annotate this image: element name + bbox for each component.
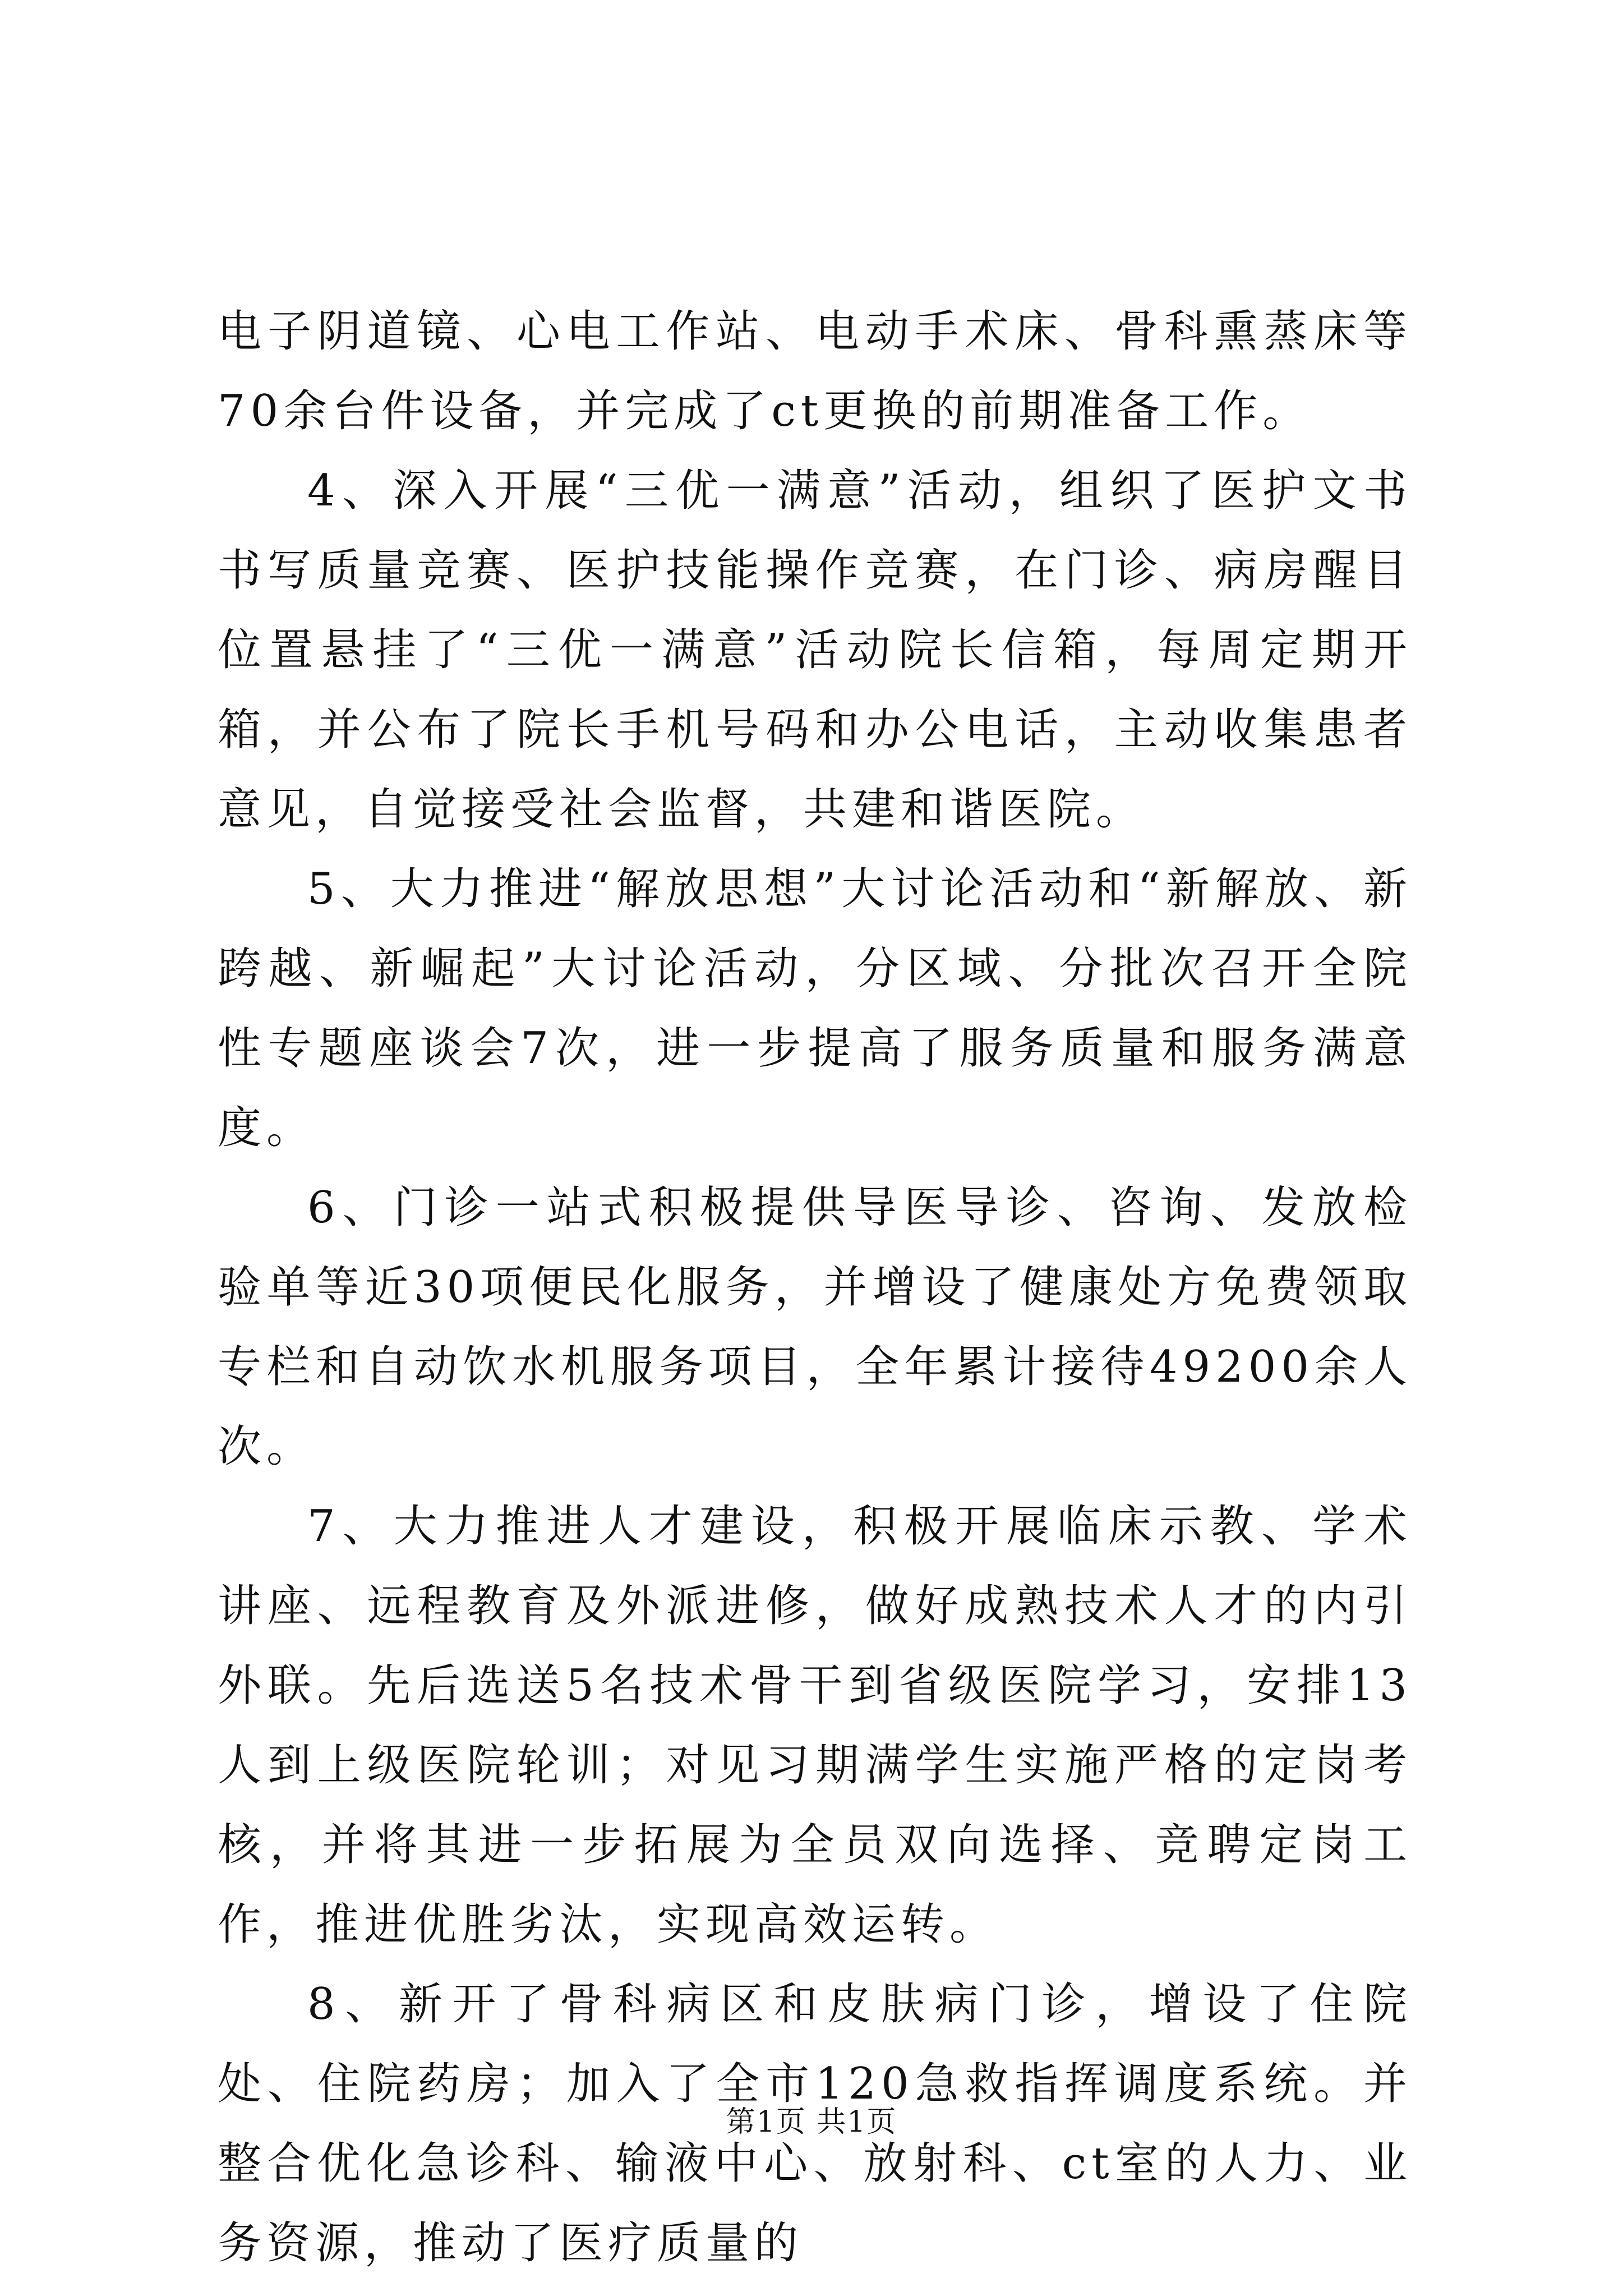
paragraph-item-8: 8、新开了骨科病区和皮肤病门诊，增设了住院处、住院药房；加入了全市120急救指挥调度系统。并整合优化急诊科、输液中心、放射科、ct室的人力、业务资源，推动了医疗质量的 — [218, 1979, 1412, 2269]
paragraph-equipment-continuation: 电子阴道镜、心电工作站、电动手术床、骨科熏蒸床等70余台件设备，并完成了ct更换的前期准备工作。 — [218, 306, 1412, 436]
document-body — [218, 292, 1412, 2283]
paragraph-item-6: 6、门诊一站式积极提供导医导诊、咨询、发放检验单等近30项便民化服务，并增设了健康处方免费领取专栏和自动饮水机服务项目，全年累计接待49200余人次。 — [218, 1182, 1412, 1472]
paragraph-item-7: 7、大力推进人才建设，积极开展临床示教、学术讲座、远程教育及外派进修，做好成熟技术人才的内引外联。先后选送5名技术骨干到省级医院学习，安排13人到上级医院轮训；对见习期满学生实施严格的定岗考核，并将其进一步拓展为全员双向选择、竞聘定岗工作，推进优胜劣汰，实现高效运转。 — [218, 1501, 1412, 1950]
paragraph-item-4: 4、深入开展“三优一满意”活动，组织了医护文书书写质量竞赛、医护技能操作竞赛，在门诊、病房醒目位置悬挂了“三优一满意”活动院长信箱，每周定期开箱，并公布了院长手机号码和办公电话，主动收集患者意见，自觉接受社会监督，共建和谐医院。 — [218, 466, 1412, 835]
paragraph-item-5: 5、大力推进“解放思想”大讨论活动和“新解放、新跨越、新崛起”大讨论活动，分区域、分批次召开全院性专题座谈会7次，进一步提高了服务质量和服务满意度。 — [218, 864, 1412, 1153]
page-footer: 第1页 共1页 — [726, 2105, 897, 2139]
